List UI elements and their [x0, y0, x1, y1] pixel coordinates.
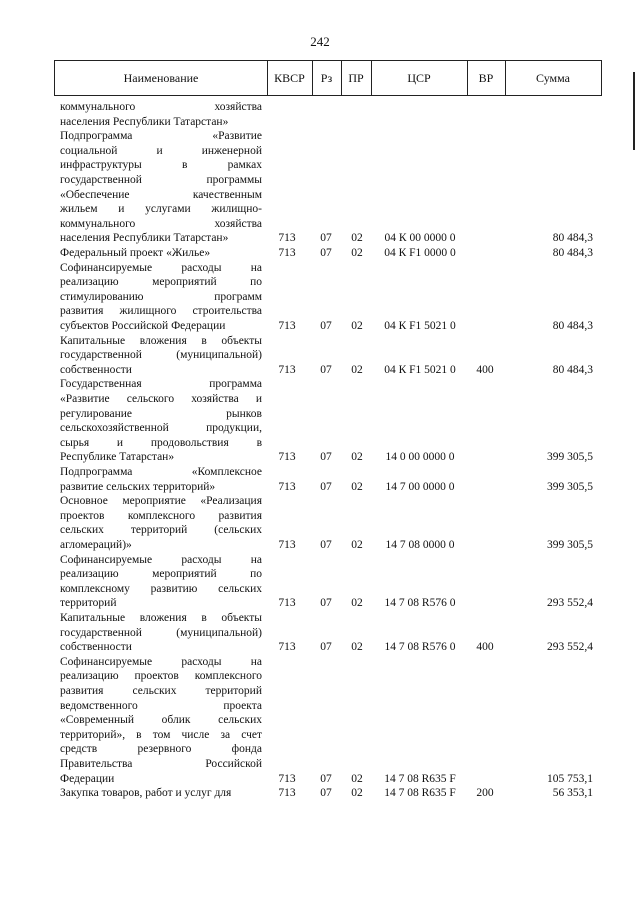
row-name-line: Федерации — [60, 772, 115, 785]
cell-sum: 105 753,1 — [547, 772, 593, 785]
cell-csr: 14 7 08 R576 0 — [384, 641, 456, 654]
cell-csr: 14 7 08 R576 0 — [384, 597, 456, 610]
cell-sum: 399 305,5 — [547, 538, 593, 551]
header-kvsr: КВСР — [274, 71, 305, 85]
row-name-line: субъектов Российской Федерации — [60, 319, 226, 332]
cell-csr: 14 0 00 0000 0 — [385, 451, 455, 464]
header-rz: Рз — [320, 71, 333, 85]
row-name-line: агломераций)» — [60, 538, 132, 551]
table-row — [0, 100, 640, 129]
row-name-line: Федеральный проект «Жилье» — [60, 247, 211, 259]
row-name — [60, 786, 262, 801]
row-name-line: сельских территорий (сельских — [60, 524, 262, 537]
row-name — [60, 611, 262, 655]
cell-csr: 04 К F1 5021 0 — [384, 320, 456, 332]
cell-pr: 02 — [351, 787, 363, 800]
row-name-line: реализацию мероприятий по — [60, 276, 262, 289]
cell-csr: 14 7 00 0000 0 — [385, 480, 455, 493]
cell-vr: 200 — [476, 787, 494, 800]
table-row — [0, 553, 640, 611]
row-name-line: территорий — [60, 597, 117, 610]
cell-kvsr: 713 — [278, 480, 296, 493]
cell-csr: 14 7 08 R635 F — [384, 772, 456, 785]
row-name-line: Подпрограмма «Развитие — [60, 130, 262, 143]
row-name-line: «Современный облик сельских — [60, 714, 262, 727]
row-name-line: жильем и услугами жилищно- — [60, 203, 262, 216]
cell-kvsr: 713 — [278, 320, 296, 332]
row-name-line: развития сельских территорий — [60, 684, 262, 697]
cell-csr: 04 К F1 0000 0 — [384, 247, 456, 259]
row-name-line: стимулированию программ — [60, 290, 262, 303]
cell-vr: 400 — [476, 363, 494, 376]
cell-rz: 07 — [320, 451, 332, 464]
cell-sum: 80 484,3 — [552, 232, 593, 245]
row-name-line: Основное мероприятие «Реализация — [60, 495, 262, 508]
cell-csr: 14 7 08 R635 F — [384, 787, 456, 800]
cell-rz: 07 — [320, 772, 332, 785]
row-name-line: коммунального хозяйства — [60, 101, 262, 113]
cell-kvsr: 713 — [278, 451, 296, 464]
cell-pr: 02 — [351, 232, 363, 245]
row-name-line: развития жилищного строительства — [60, 305, 262, 318]
table-row — [0, 655, 640, 786]
table-row — [0, 334, 640, 378]
cell-sum: 80 484,3 — [552, 363, 593, 376]
cell-pr: 02 — [351, 451, 363, 464]
header-sum: Сумма — [536, 71, 570, 85]
cell-pr: 02 — [351, 480, 363, 493]
row-name — [60, 100, 262, 129]
cell-kvsr: 713 — [278, 247, 296, 259]
row-name-line: средств резервного фонда — [60, 743, 262, 756]
cell-csr: 14 7 08 0000 0 — [385, 538, 455, 551]
cell-rz: 07 — [320, 320, 332, 332]
row-name-line: Софинансируемые расходы на — [60, 553, 262, 566]
header-name: Наименование — [123, 71, 199, 85]
cell-kvsr: 713 — [278, 641, 296, 654]
cell-kvsr: 713 — [278, 597, 296, 610]
cell-pr: 02 — [351, 538, 363, 551]
row-name-line: Республике Татарстан» — [60, 451, 175, 464]
row-name — [60, 494, 262, 552]
table-row — [0, 129, 640, 246]
row-name — [60, 129, 262, 246]
row-name — [60, 465, 262, 494]
row-name-line: Софинансируемые расходы на — [60, 655, 262, 668]
row-name-line: сельскохозяйственной продукции, — [60, 422, 262, 435]
table-row — [0, 786, 640, 801]
row-name-line: комплексному развитию сельских — [60, 582, 262, 595]
row-name-line: регулирование рынков — [60, 407, 262, 420]
cell-csr: 04 К 00 0000 0 — [384, 232, 456, 245]
cell-rz: 07 — [320, 787, 332, 800]
table-row — [0, 611, 640, 655]
row-name-line: Софинансируемые расходы на — [60, 261, 262, 274]
row-name-line: социальной и инженерной — [60, 144, 262, 157]
row-name-line: «Развитие сельского хозяйства и — [60, 392, 262, 405]
row-name — [60, 246, 262, 261]
row-name-line: собственности — [60, 363, 132, 376]
cell-pr: 02 — [351, 320, 363, 332]
row-name — [60, 655, 262, 786]
cell-kvsr: 713 — [278, 787, 296, 800]
table-row — [0, 261, 640, 334]
cell-csr: 04 К F1 5021 0 — [384, 363, 456, 376]
row-name-line: реализацию проектов комплексного — [60, 670, 262, 683]
row-name-line: Капитальные вложения в объекты — [60, 334, 262, 347]
cell-rz: 07 — [320, 363, 332, 376]
row-name-line: государственной (муниципальной) — [60, 626, 262, 639]
row-name-line: Правительства Российской — [60, 757, 262, 770]
row-name-line: территорий», в том числе за счет — [60, 728, 262, 741]
row-name — [60, 553, 262, 611]
row-name-line: Капитальные вложения в объекты — [60, 612, 262, 624]
table-row — [0, 465, 640, 494]
cell-pr: 02 — [351, 363, 363, 376]
cell-sum: 56 353,1 — [552, 787, 593, 800]
row-name-line: сырья и продовольствия в — [60, 436, 262, 449]
cell-sum: 399 305,5 — [547, 480, 593, 493]
table-row — [0, 494, 640, 552]
row-name-line: Закупка товаров, работ и услуг для — [60, 787, 232, 800]
cell-sum: 293 552,4 — [547, 641, 593, 654]
table-header — [54, 60, 602, 96]
row-name-line: собственности — [60, 641, 132, 654]
cell-sum: 293 552,4 — [547, 597, 593, 610]
row-name-line: Государственная программа — [60, 378, 262, 391]
row-name-line: населения Республики Татарстан» — [60, 232, 229, 245]
row-name-line: коммунального хозяйства — [60, 217, 262, 230]
row-name-line: населения Республики Татарстан» — [60, 115, 229, 128]
cell-pr: 02 — [351, 597, 363, 610]
row-name — [60, 377, 262, 465]
cell-kvsr: 713 — [278, 363, 296, 376]
row-name-line: государственной программы — [60, 173, 262, 186]
cell-rz: 07 — [320, 641, 332, 654]
cell-kvsr: 713 — [278, 538, 296, 551]
row-name-line: государственной (муниципальной) — [60, 349, 262, 362]
row-name-line: проектов комплексного развития — [60, 509, 262, 522]
row-name-line: развитие сельских территорий» — [60, 480, 216, 493]
header-vr: ВР — [478, 71, 494, 85]
table-row — [0, 377, 640, 465]
cell-vr: 400 — [476, 641, 494, 654]
header-csr: ЦСР — [407, 71, 431, 85]
table-row — [0, 246, 640, 261]
row-name-line: «Обеспечение качественным — [60, 188, 262, 201]
row-name — [60, 334, 262, 378]
row-name-line: реализацию мероприятий по — [60, 568, 262, 581]
cell-rz: 07 — [320, 480, 332, 493]
header-pr: ПР — [348, 71, 364, 85]
row-name-line: ведомственного проекта — [60, 699, 262, 712]
cell-kvsr: 713 — [278, 232, 296, 245]
cell-sum: 399 305,5 — [547, 451, 593, 464]
cell-kvsr: 713 — [278, 772, 296, 785]
cell-pr: 02 — [351, 641, 363, 654]
cell-sum: 80 484,3 — [552, 247, 593, 259]
cell-pr: 02 — [351, 772, 363, 785]
row-name-line: Подпрограмма «Комплексное — [60, 466, 262, 478]
row-name-line: инфраструктуры в рамках — [60, 159, 262, 172]
page-number: 242 — [310, 34, 330, 49]
row-name — [60, 261, 262, 334]
cell-rz: 07 — [320, 232, 332, 245]
cell-rz: 07 — [320, 538, 332, 551]
cell-pr: 02 — [351, 247, 363, 259]
cell-rz: 07 — [320, 247, 332, 259]
cell-sum: 80 484,3 — [552, 320, 593, 332]
cell-rz: 07 — [320, 597, 332, 610]
